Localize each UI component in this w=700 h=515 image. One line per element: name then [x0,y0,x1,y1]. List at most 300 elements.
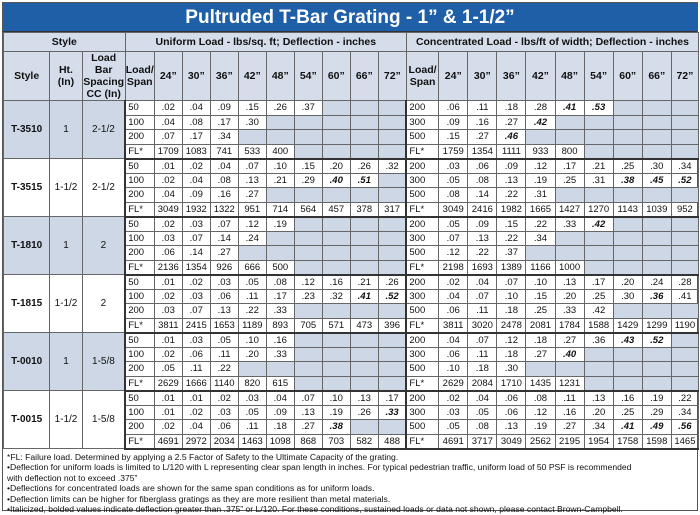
table-row [4,159,699,174]
concentrated-deflection-cell: 933 [526,144,555,159]
concentrated-deflection-cell: .16 [468,115,497,130]
concentrated-deflection-cell: .36 [584,333,613,348]
uniform-deflection-cell: 457 [322,202,350,217]
uniform-deflection-cell [294,260,322,275]
uniform-deflection-cell [322,376,350,391]
concentrated-deflection-cell [671,362,698,377]
concentrated-span-header: 72” [671,52,698,101]
uniform-deflection-cell: 1666 [182,376,210,391]
uniform-deflection-cell [378,376,406,391]
concentrated-deflection-cell: .03 [439,405,468,420]
concentrated-deflection-cell: 1588 [584,318,613,333]
uniform-deflection-cell: .12 [238,217,266,232]
uniform-load-label: FL* [125,318,154,333]
concentrated-deflection-cell: .06 [439,304,468,319]
style-name: T-3510 [4,101,50,159]
style-name: T-1815 [4,275,50,333]
concentrated-deflection-cell: .19 [526,420,555,435]
concentrated-deflection-cell: .10 [439,362,468,377]
concentrated-deflection-cell: 2562 [526,434,555,449]
concentrated-deflection-cell [671,115,698,130]
uniform-deflection-cell: .27 [238,188,266,203]
concentrated-deflection-cell [555,362,584,377]
uniform-load-header: Uniform Load - lbs/sq. ft; Deflection - inches [125,33,406,52]
concentrated-deflection-cell: .53 [584,101,613,116]
uniform-deflection-cell: .13 [210,304,238,319]
concentrated-deflection-cell: .25 [584,289,613,304]
style-name: T-0015 [4,391,50,449]
concentrated-deflection-cell: .09 [497,159,526,174]
uniform-deflection-cell: .22 [238,304,266,319]
concentrated-deflection-cell [642,246,671,261]
concentrated-deflection-cell [642,376,671,391]
concentrated-deflection-cell: .21 [584,159,613,174]
uniform-deflection-cell: .02 [154,289,182,304]
spacing-column-header: Load Bar Spacing CC (In) [82,52,125,101]
uniform-deflection-cell [350,231,378,246]
uniform-deflection-cell: .38 [322,420,350,435]
uniform-deflection-cell: .06 [210,420,238,435]
uniform-deflection-cell: 378 [350,202,378,217]
uniform-deflection-cell: .26 [266,101,294,116]
concentrated-deflection-cell [613,304,642,319]
page-title: Pultruded T-Bar Grating - 1” & 1-1/2” [3,3,697,32]
uniform-deflection-cell: .04 [182,173,210,188]
concentrated-deflection-cell: .11 [555,391,584,406]
uniform-deflection-cell: 893 [266,318,294,333]
concentrated-deflection-cell: .06 [439,347,468,362]
uniform-deflection-cell: 820 [238,376,266,391]
uniform-deflection-cell [322,217,350,232]
concentrated-deflection-cell [584,188,613,203]
uniform-deflection-cell [238,362,266,377]
uniform-deflection-cell: .11 [238,289,266,304]
concentrated-deflection-cell: 1299 [642,318,671,333]
uniform-deflection-cell [322,362,350,377]
uniform-deflection-cell: 2972 [182,434,210,449]
concentrated-deflection-cell: .18 [497,347,526,362]
uniform-deflection-cell: .12 [294,275,322,290]
uniform-deflection-cell: .07 [210,217,238,232]
concentrated-load-label: 500 [406,246,438,261]
uniform-deflection-cell: .05 [238,405,266,420]
uniform-deflection-cell [322,115,350,130]
concentrated-span-header: 60” [613,52,642,101]
concentrated-deflection-cell [555,130,584,145]
uniform-deflection-cell [294,304,322,319]
concentrated-load-span-header: Load/ Span [406,52,438,101]
concentrated-deflection-cell: .27 [497,115,526,130]
concentrated-deflection-cell [555,115,584,130]
concentrated-deflection-cell: 2478 [497,318,526,333]
uniform-deflection-cell: .17 [378,391,406,406]
concentrated-deflection-cell: .15 [439,130,468,145]
uniform-deflection-cell: .30 [238,115,266,130]
uniform-deflection-cell [350,217,378,232]
concentrated-load-label: 300 [406,289,438,304]
uniform-deflection-cell: 571 [322,318,350,333]
concentrated-load-label: FL* [406,434,438,449]
height-column-header: Ht. (In) [50,52,82,101]
uniform-deflection-cell: .11 [238,420,266,435]
concentrated-load-label: 200 [406,333,438,348]
concentrated-deflection-cell: 1784 [555,318,584,333]
uniform-span-header: 60” [322,52,350,101]
uniform-deflection-cell: .13 [350,391,378,406]
concentrated-deflection-cell: 2081 [526,318,555,333]
uniform-span-header: 30” [182,52,210,101]
concentrated-deflection-cell [584,231,613,246]
uniform-deflection-cell: 473 [350,318,378,333]
concentrated-deflection-cell: .41 [671,289,698,304]
concentrated-deflection-cell: .17 [584,275,613,290]
uniform-deflection-cell: 1653 [210,318,238,333]
concentrated-deflection-cell: .11 [468,304,497,319]
concentrated-deflection-cell: 1954 [584,434,613,449]
style-block-t-0015 [4,391,699,449]
concentrated-deflection-cell [642,362,671,377]
uniform-span-header: 54” [294,52,322,101]
uniform-deflection-cell [322,188,350,203]
uniform-deflection-cell: .15 [238,101,266,116]
concentrated-deflection-cell: .27 [468,130,497,145]
concentrated-load-label: FL* [406,144,438,159]
concentrated-deflection-cell: .14 [468,188,497,203]
concentrated-deflection-cell: .29 [642,405,671,420]
uniform-load-label: 100 [125,289,154,304]
uniform-deflection-cell: .09 [182,188,210,203]
uniform-deflection-cell [378,362,406,377]
concentrated-deflection-cell [671,130,698,145]
concentrated-deflection-cell: .18 [497,101,526,116]
height-value: 1-1/2 [50,159,82,217]
concentrated-deflection-cell: .27 [555,333,584,348]
uniform-deflection-cell: 1098 [266,434,294,449]
concentrated-deflection-cell: 1231 [555,376,584,391]
concentrated-deflection-cell [584,347,613,362]
concentrated-span-header: 30” [468,52,497,101]
uniform-deflection-cell: .04 [266,391,294,406]
concentrated-deflection-cell: .08 [468,173,497,188]
concentrated-deflection-cell: .31 [584,173,613,188]
uniform-deflection-cell [378,144,406,159]
uniform-deflection-cell [294,376,322,391]
concentrated-deflection-cell [584,260,613,275]
uniform-load-label: 100 [125,115,154,130]
uniform-deflection-cell: .04 [182,101,210,116]
concentrated-deflection-cell: 1389 [497,260,526,275]
uniform-deflection-cell: .07 [182,231,210,246]
uniform-deflection-cell [322,260,350,275]
uniform-deflection-cell [350,101,378,116]
uniform-deflection-cell [378,347,406,362]
concentrated-deflection-cell: .36 [642,289,671,304]
concentrated-deflection-cell [642,231,671,246]
height-value: 1-1/2 [50,391,82,449]
uniform-deflection-cell: .05 [210,333,238,348]
table-row [4,391,699,406]
concentrated-deflection-cell: .24 [642,275,671,290]
concentrated-deflection-cell: 1270 [584,202,613,217]
concentrated-load-label: 500 [406,188,438,203]
uniform-deflection-cell: .17 [182,130,210,145]
concentrated-deflection-cell: 952 [671,202,698,217]
uniform-deflection-cell: .04 [210,159,238,174]
concentrated-deflection-cell: 1166 [526,260,555,275]
uniform-deflection-cell: 1322 [210,202,238,217]
uniform-deflection-cell: 615 [266,376,294,391]
uniform-deflection-cell: 705 [294,318,322,333]
uniform-deflection-cell: 1463 [238,434,266,449]
uniform-deflection-cell: .41 [350,289,378,304]
uniform-deflection-cell: 3811 [154,318,182,333]
style-block-t-1810 [4,217,699,275]
concentrated-deflection-cell [671,347,698,362]
concentrated-deflection-cell [613,260,642,275]
uniform-deflection-cell: .02 [154,217,182,232]
concentrated-deflection-cell: .05 [439,217,468,232]
concentrated-deflection-cell [584,362,613,377]
table-row [4,275,699,290]
uniform-deflection-cell: .02 [154,173,182,188]
uniform-deflection-cell: .20 [322,159,350,174]
table-row [4,217,699,232]
uniform-deflection-cell [322,144,350,159]
concentrated-deflection-cell: .03 [439,159,468,174]
concentrated-deflection-cell [613,376,642,391]
concentrated-deflection-cell [613,347,642,362]
uniform-deflection-cell: .26 [350,405,378,420]
footnote-line: •Deflection for uniform loads is limited to L/120 with L representing clear span length in inches. For typical pedestrian traffic, uniform load of 50 PSF is recommended [7,462,694,473]
uniform-load-label: FL* [125,144,154,159]
uniform-deflection-cell [350,420,378,435]
style-group-header: Style [4,33,126,52]
concentrated-span-header: 48” [555,52,584,101]
uniform-deflection-cell: .08 [182,115,210,130]
uniform-deflection-cell [322,333,350,348]
concentrated-load-label: 300 [406,115,438,130]
uniform-deflection-cell: .03 [182,333,210,348]
concentrated-deflection-cell: .45 [642,173,671,188]
style-name: T-0010 [4,333,50,391]
concentrated-deflection-cell: .04 [468,391,497,406]
concentrated-deflection-cell: 1111 [497,144,526,159]
uniform-deflection-cell: .19 [322,405,350,420]
uniform-deflection-cell: .06 [154,246,182,261]
concentrated-deflection-cell: 1465 [671,434,698,449]
uniform-deflection-cell: 317 [378,202,406,217]
concentrated-deflection-cell [671,333,698,348]
concentrated-load-label: 500 [406,130,438,145]
concentrated-deflection-cell: 3049 [439,202,468,217]
uniform-deflection-cell [378,260,406,275]
concentrated-deflection-cell [671,101,698,116]
concentrated-deflection-cell: 2084 [468,376,497,391]
uniform-deflection-cell: .17 [210,115,238,130]
uniform-span-header: 36” [210,52,238,101]
concentrated-deflection-cell: .19 [526,173,555,188]
concentrated-deflection-cell [526,246,555,261]
uniform-deflection-cell: .02 [182,405,210,420]
uniform-deflection-cell: .02 [210,391,238,406]
uniform-deflection-cell [322,231,350,246]
uniform-deflection-cell: .04 [154,188,182,203]
uniform-deflection-cell [378,333,406,348]
concentrated-deflection-cell [584,115,613,130]
concentrated-deflection-cell: 1354 [468,144,497,159]
concentrated-deflection-cell: .46 [497,130,526,145]
concentrated-deflection-cell: 1427 [555,202,584,217]
uniform-deflection-cell: 3049 [154,202,182,217]
uniform-deflection-cell: .02 [154,420,182,435]
table-row [4,101,699,116]
concentrated-deflection-cell: .15 [526,289,555,304]
uniform-deflection-cell: .16 [210,188,238,203]
concentrated-deflection-cell: .13 [497,173,526,188]
uniform-deflection-cell [378,217,406,232]
uniform-deflection-cell [350,130,378,145]
concentrated-deflection-cell: 1693 [468,260,497,275]
uniform-load-label: 200 [125,130,154,145]
uniform-deflection-cell [350,188,378,203]
concentrated-load-label: 300 [406,405,438,420]
uniform-deflection-cell [266,246,294,261]
concentrated-deflection-cell [526,362,555,377]
concentrated-deflection-cell: .22 [497,231,526,246]
uniform-span-header: 42” [238,52,266,101]
uniform-deflection-cell: .07 [238,159,266,174]
uniform-deflection-cell [350,246,378,261]
spacing-value: 2-1/2 [82,101,125,159]
uniform-deflection-cell: .05 [154,362,182,377]
uniform-deflection-cell [350,362,378,377]
uniform-deflection-cell [322,304,350,319]
uniform-deflection-cell [350,304,378,319]
uniform-deflection-cell: 2629 [154,376,182,391]
uniform-load-label: FL* [125,202,154,217]
concentrated-load-label: 200 [406,391,438,406]
uniform-deflection-cell [350,260,378,275]
uniform-load-label: 50 [125,391,154,406]
concentrated-deflection-cell: .18 [526,333,555,348]
concentrated-load-label: 300 [406,173,438,188]
uniform-deflection-cell [378,231,406,246]
concentrated-deflection-cell: .34 [671,405,698,420]
uniform-deflection-cell: 926 [210,260,238,275]
style-name: T-1810 [4,217,50,275]
concentrated-deflection-cell [613,246,642,261]
concentrated-deflection-cell [584,246,613,261]
uniform-deflection-cell [294,362,322,377]
uniform-deflection-cell: 564 [294,202,322,217]
concentrated-deflection-cell: .34 [584,420,613,435]
concentrated-deflection-cell [642,347,671,362]
concentrated-deflection-cell [642,188,671,203]
concentrated-deflection-cell: .30 [642,159,671,174]
uniform-load-label: 50 [125,333,154,348]
spacing-value: 2 [82,217,125,275]
concentrated-deflection-cell [642,130,671,145]
uniform-deflection-cell: .22 [210,362,238,377]
concentrated-deflection-cell: 1598 [642,434,671,449]
uniform-deflection-cell: .34 [210,130,238,145]
concentrated-load-label: FL* [406,202,438,217]
concentrated-deflection-cell: .20 [555,289,584,304]
concentrated-deflection-cell: .06 [497,405,526,420]
uniform-deflection-cell: .07 [154,130,182,145]
concentrated-deflection-cell: .20 [584,405,613,420]
concentrated-deflection-cell: .12 [497,333,526,348]
uniform-deflection-cell: .40 [322,173,350,188]
uniform-deflection-cell: .03 [182,217,210,232]
uniform-deflection-cell: 4691 [154,434,182,449]
uniform-deflection-cell: .06 [182,347,210,362]
concentrated-load-label: FL* [406,376,438,391]
concentrated-deflection-cell [613,217,642,232]
concentrated-deflection-cell: .13 [497,420,526,435]
concentrated-deflection-cell [613,101,642,116]
footnote-line: with deflection not to exceed .375” [7,473,694,484]
uniform-deflection-cell [378,188,406,203]
uniform-deflection-cell: 400 [266,144,294,159]
concentrated-deflection-cell [671,188,698,203]
concentrated-deflection-cell [671,304,698,319]
uniform-deflection-cell: .03 [210,405,238,420]
concentrated-deflection-cell: 3811 [439,318,468,333]
uniform-deflection-cell: .16 [322,275,350,290]
uniform-deflection-cell [322,347,350,362]
concentrated-span-header: 54” [584,52,613,101]
uniform-load-label: 50 [125,275,154,290]
concentrated-deflection-cell: .15 [497,217,526,232]
uniform-deflection-cell: .32 [378,159,406,174]
concentrated-deflection-cell: 1759 [439,144,468,159]
uniform-load-label: 50 [125,159,154,174]
concentrated-deflection-cell: .40 [555,347,584,362]
concentrated-deflection-cell [584,376,613,391]
uniform-deflection-cell: .04 [182,420,210,435]
uniform-deflection-cell: .10 [266,159,294,174]
concentrated-deflection-cell: .06 [497,391,526,406]
concentrated-deflection-cell: .13 [468,231,497,246]
concentrated-deflection-cell: .41 [555,101,584,116]
uniform-deflection-cell [266,130,294,145]
uniform-deflection-cell: .05 [238,275,266,290]
uniform-load-label: 50 [125,101,154,116]
style-block-t-3515 [4,159,699,217]
uniform-load-span-header: Load/ Span [125,52,154,101]
uniform-deflection-cell: .06 [210,289,238,304]
concentrated-deflection-cell: .05 [439,173,468,188]
uniform-deflection-cell: 703 [322,434,350,449]
concentrated-deflection-cell: .09 [468,217,497,232]
uniform-deflection-cell: .52 [378,289,406,304]
uniform-deflection-cell [266,362,294,377]
concentrated-deflection-cell: .25 [555,173,584,188]
concentrated-deflection-cell: .22 [468,246,497,261]
uniform-deflection-cell: 951 [238,202,266,217]
concentrated-deflection-cell: .08 [439,188,468,203]
concentrated-deflection-cell: 1435 [526,376,555,391]
concentrated-load-header: Concentrated Load - lbs/ft of width; Deflection - inches [406,33,698,52]
concentrated-deflection-cell [671,246,698,261]
concentrated-deflection-cell: .04 [439,289,468,304]
concentrated-deflection-cell [642,115,671,130]
concentrated-deflection-cell: 3049 [497,434,526,449]
uniform-deflection-cell: .33 [378,405,406,420]
uniform-deflection-cell: .09 [210,101,238,116]
uniform-deflection-cell: .11 [182,362,210,377]
